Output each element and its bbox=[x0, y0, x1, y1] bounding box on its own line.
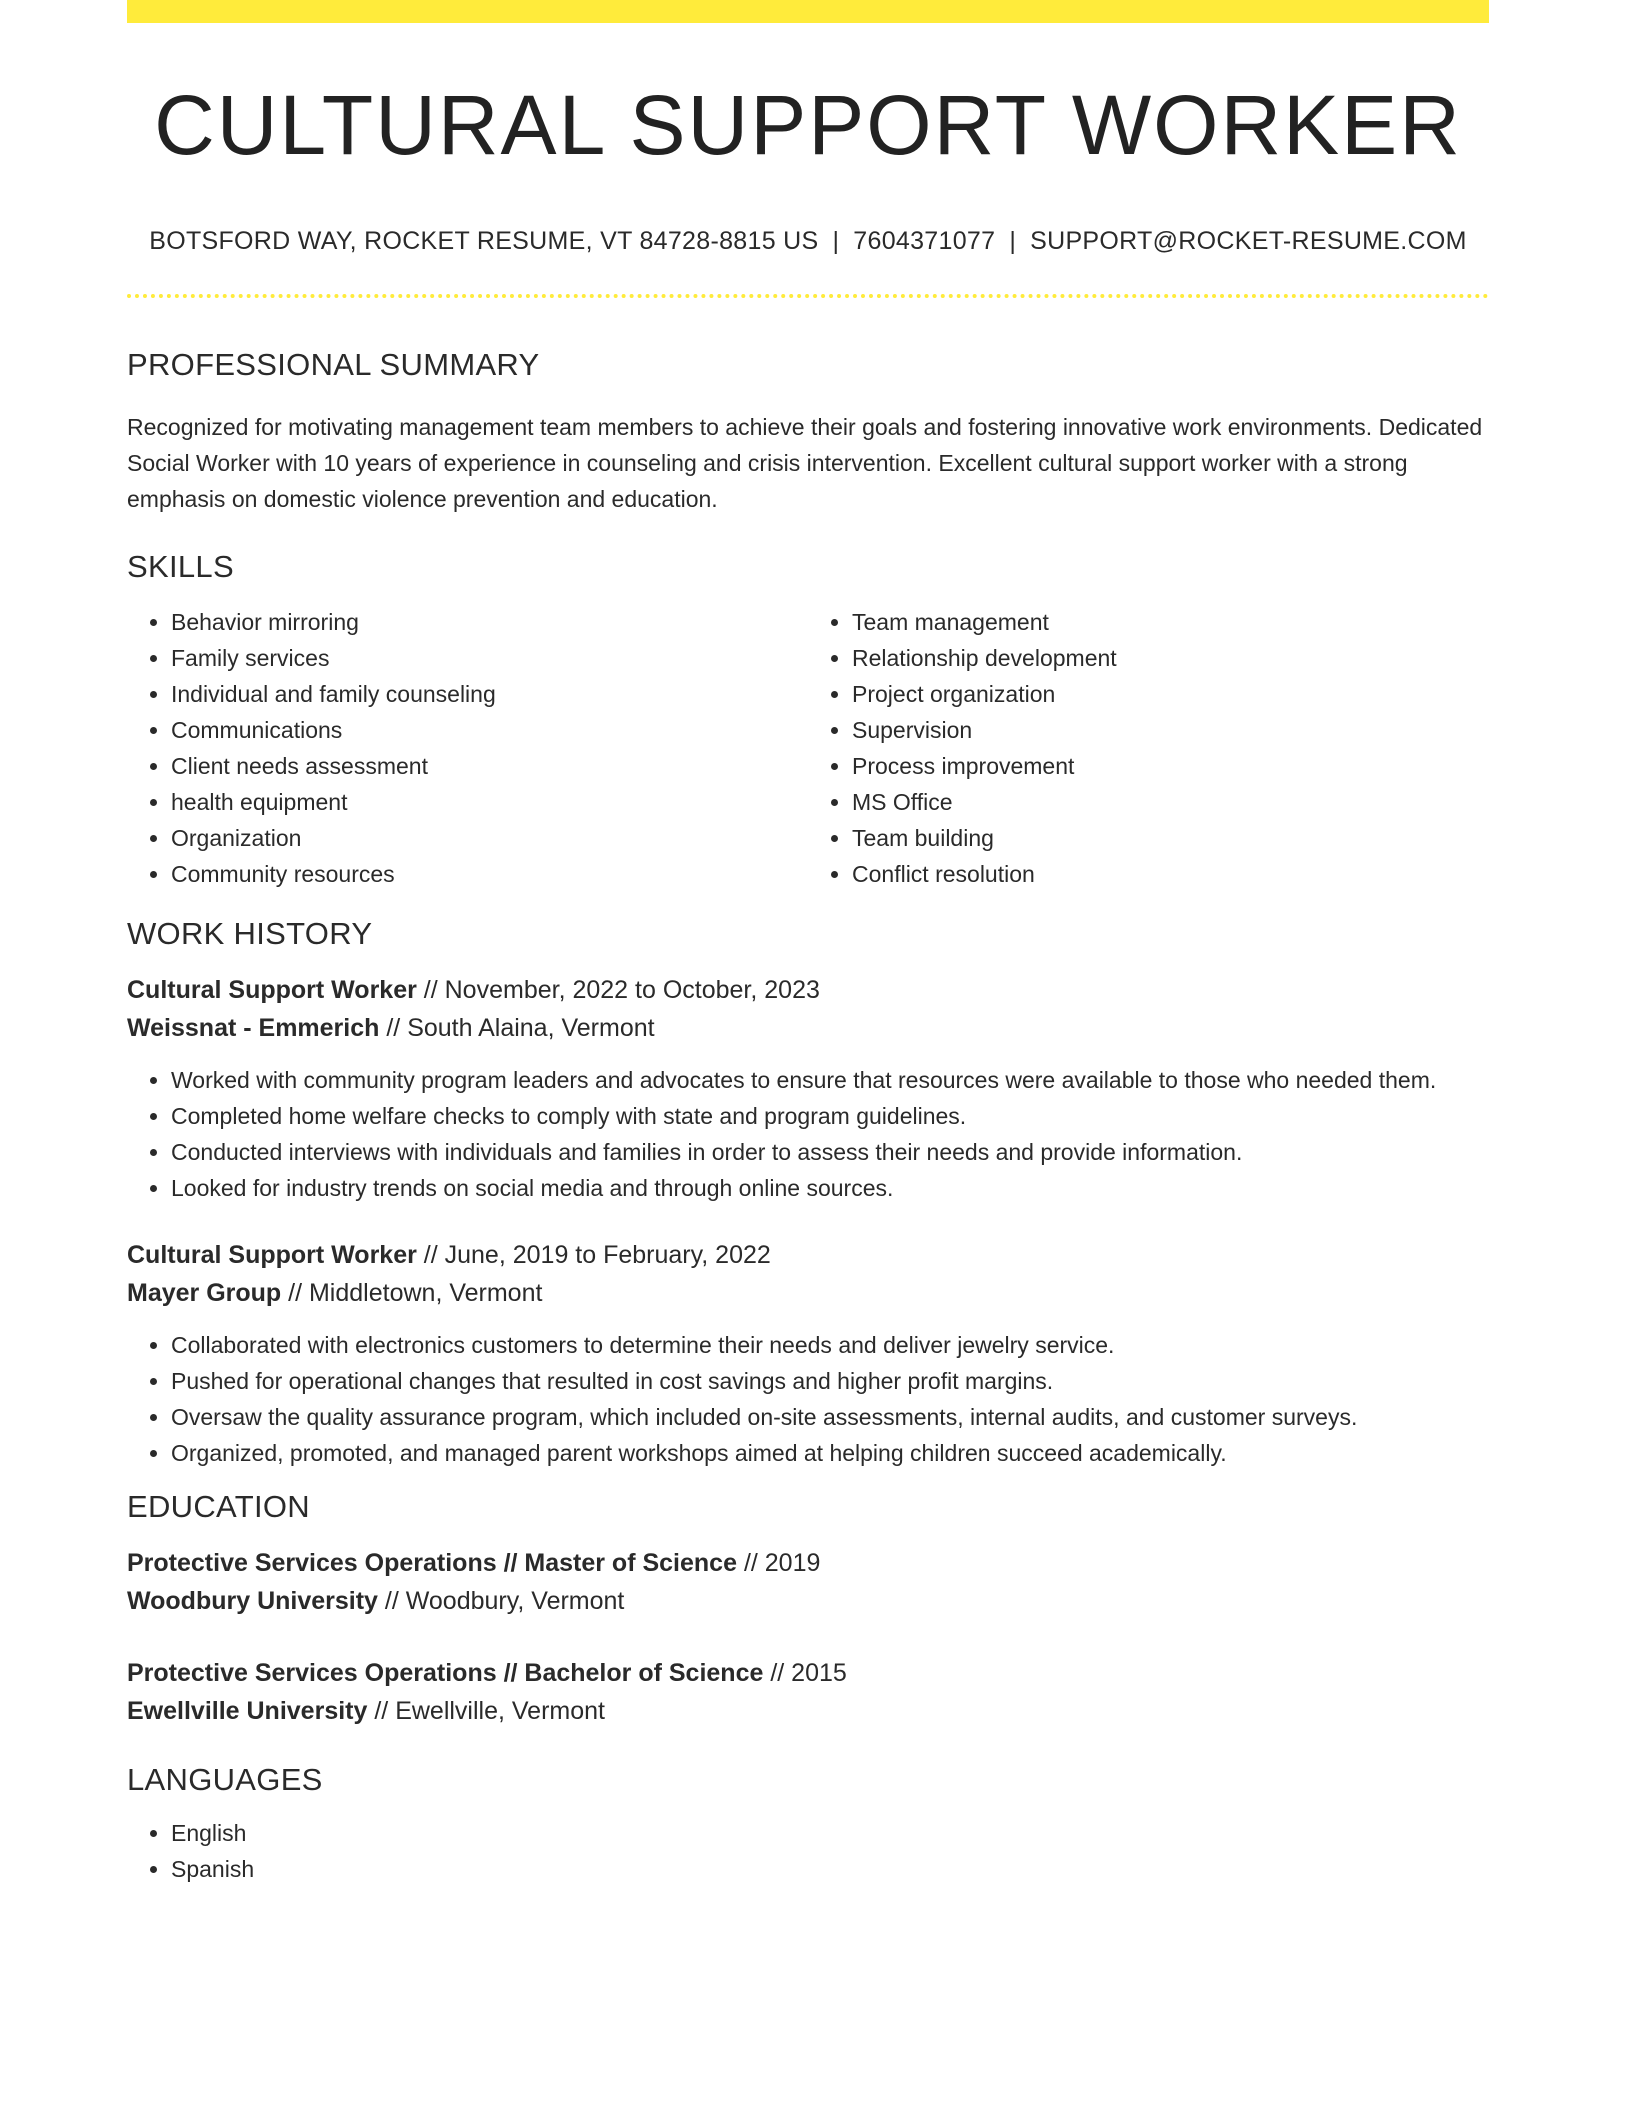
skill-item: • Client needs assessment bbox=[171, 748, 808, 784]
school-location: // Ewellville, Vermont bbox=[367, 1697, 605, 1725]
languages-heading: LANGUAGES bbox=[127, 1762, 323, 1797]
school: Woodbury University bbox=[127, 1587, 378, 1615]
school-line bbox=[127, 1582, 1489, 1620]
school: Ewellville University bbox=[127, 1697, 368, 1725]
education-section bbox=[127, 1491, 1489, 1730]
skills-left-list bbox=[127, 604, 808, 892]
job-entry bbox=[127, 971, 1489, 1206]
languages-section bbox=[127, 1764, 1489, 1887]
list-item: • Pushed for operational changes that resulted in cost savings and higher profit margins. bbox=[171, 1363, 1489, 1399]
job-company-line bbox=[127, 1009, 1489, 1047]
job-location: // Middletown, Vermont bbox=[281, 1279, 543, 1307]
skill-item: • health equipment bbox=[171, 784, 808, 820]
skills-columns bbox=[127, 604, 1489, 892]
degree-line bbox=[127, 1654, 1489, 1692]
skill-item: • Conflict resolution bbox=[852, 856, 1489, 892]
resume-page bbox=[127, 0, 1489, 1887]
job-entry bbox=[127, 1236, 1489, 1471]
top-accent-bar bbox=[127, 0, 1489, 23]
summary-text: Recognized for motivating management team members to achieve their goals and fostering innovative work environments. Dedicated Social Worker with 10 years of experience in counseling and crisis intervention. Excellent cultural support worker with a strong emphasis on domestic violence prevention and education. bbox=[127, 414, 1483, 512]
page-title: CULTURAL SUPPORT WORKER bbox=[154, 78, 1462, 172]
job-title: Cultural Support Worker bbox=[127, 976, 417, 1004]
skill-item: • Behavior mirroring bbox=[171, 604, 808, 640]
separator: | bbox=[832, 227, 840, 255]
degree-line bbox=[127, 1544, 1489, 1582]
language-item: • Spanish bbox=[171, 1851, 1489, 1887]
job-company: Weissnat - Emmerich bbox=[127, 1014, 380, 1042]
phone: 7604371077 bbox=[853, 227, 996, 255]
skills-section bbox=[127, 551, 1489, 892]
education-heading: EDUCATION bbox=[127, 1489, 310, 1524]
list-item: • Worked with community program leaders and advocates to ensure that resources were available to those who needed them. bbox=[171, 1062, 1489, 1098]
skill-item: • Community resources bbox=[171, 856, 808, 892]
job-dates: // November, 2022 to October, 2023 bbox=[416, 976, 820, 1004]
school-line bbox=[127, 1692, 1489, 1730]
skill-item: • Communications bbox=[171, 712, 808, 748]
skill-item: • MS Office bbox=[852, 784, 1489, 820]
dotted-divider bbox=[127, 294, 1489, 298]
job-bullets bbox=[127, 1062, 1489, 1206]
work-history-heading: WORK HISTORY bbox=[127, 916, 373, 951]
skill-item: • Family services bbox=[171, 640, 808, 676]
summary-section bbox=[127, 349, 1489, 517]
language-item: • English bbox=[171, 1815, 1489, 1851]
degree-year: // 2019 bbox=[737, 1549, 821, 1577]
list-item: • Completed home welfare checks to comply with state and program guidelines. bbox=[171, 1098, 1489, 1134]
summary-heading: PROFESSIONAL SUMMARY bbox=[127, 347, 540, 382]
job-title-line bbox=[127, 971, 1489, 1009]
skills-right-list bbox=[808, 604, 1489, 892]
degree: Protective Services Operations // Master of Science bbox=[127, 1549, 737, 1577]
job-company: Mayer Group bbox=[127, 1279, 282, 1307]
address: BOTSFORD WAY, ROCKET RESUME, VT 84728-8815 US bbox=[149, 227, 819, 255]
degree: Protective Services Operations // Bachelor of Science bbox=[127, 1659, 764, 1687]
job-dates: // June, 2019 to February, 2022 bbox=[416, 1241, 771, 1269]
job-location: // South Alaina, Vermont bbox=[379, 1014, 655, 1042]
list-item: • Looked for industry trends on social media and through online sources. bbox=[171, 1170, 1489, 1206]
school-location: // Woodbury, Vermont bbox=[377, 1587, 625, 1615]
contact-line bbox=[127, 229, 1489, 254]
skill-item: • Team management bbox=[852, 604, 1489, 640]
skill-item: • Team building bbox=[852, 820, 1489, 856]
skill-item: • Individual and family counseling bbox=[171, 676, 808, 712]
skill-item: • Project organization bbox=[852, 676, 1489, 712]
languages-list bbox=[127, 1815, 1489, 1887]
skill-item: • Organization bbox=[171, 820, 808, 856]
separator: | bbox=[1009, 227, 1017, 255]
skill-item: • Relationship development bbox=[852, 640, 1489, 676]
list-item: • Conducted interviews with individuals and families in order to assess their needs and provide information. bbox=[171, 1134, 1489, 1170]
job-title: Cultural Support Worker bbox=[127, 1241, 417, 1269]
degree-year: // 2015 bbox=[763, 1659, 847, 1687]
list-item: • Collaborated with electronics customers to determine their needs and deliver jewelry service. bbox=[171, 1327, 1489, 1363]
education-entry bbox=[127, 1654, 1489, 1730]
list-item: • Organized, promoted, and managed parent workshops aimed at helping children succeed academically. bbox=[171, 1435, 1489, 1471]
job-bullets bbox=[127, 1327, 1489, 1471]
job-company-line bbox=[127, 1274, 1489, 1312]
skill-item: • Supervision bbox=[852, 712, 1489, 748]
education-entry bbox=[127, 1544, 1489, 1620]
work-history-section bbox=[127, 918, 1489, 1471]
list-item: • Oversaw the quality assurance program, which included on-site assessments, internal audits, and customer surveys. bbox=[171, 1399, 1489, 1435]
email: SUPPORT@ROCKET-RESUME.COM bbox=[1030, 227, 1467, 255]
job-title-line bbox=[127, 1236, 1489, 1274]
skills-heading: SKILLS bbox=[127, 549, 234, 584]
skill-item: • Process improvement bbox=[852, 748, 1489, 784]
